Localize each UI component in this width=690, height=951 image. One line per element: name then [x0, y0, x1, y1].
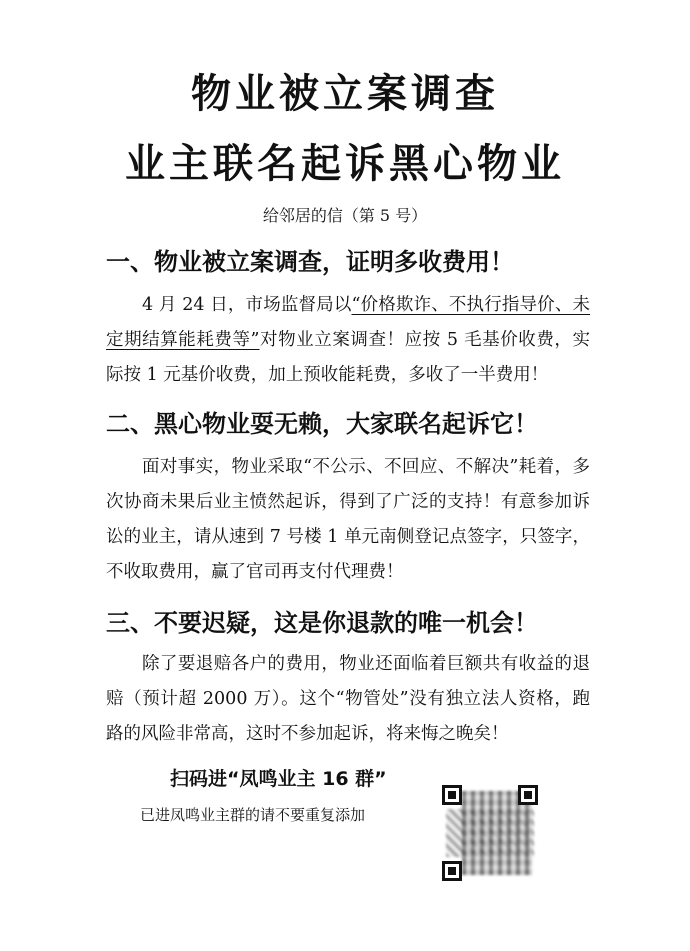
qr-code-icon: [440, 783, 540, 883]
section-3-heading: 三、不要迟疑，这是你退款的唯一机会！: [106, 609, 538, 637]
qr-finder-top-right: [518, 785, 538, 805]
title-line-1: 物业被立案调查: [191, 71, 499, 117]
letter-subtitle: 给邻居的信（第 5 号）: [262, 206, 428, 225]
section-3-paragraph: 除了要退赔各户的费用，物业还面临着巨额共有收益的退赔（预计超 2000 万）。这个“物管处”没有独立法人资格，跑路的风险非常高，这时不参加起诉，将来悔之晚矣！: [106, 654, 590, 744]
section-1-text-after: 对物业立案调查！应按 5 毛基价收费，实际按 1 元基价收费，加上预收能耗费，多收了一半费用！: [106, 330, 590, 385]
scan-instruction: 扫码进“凤鸣业主 16 群”: [170, 768, 387, 790]
section-2-heading: 二、黑心物业耍无赖，大家联名起诉它！: [106, 410, 538, 438]
section-1-heading: 一、物业被立案调查，证明多收费用！: [106, 248, 514, 276]
section-1-paragraph: [106, 288, 590, 393]
duplicate-join-note: 已进凤鸣业主群的请不要重复添加: [140, 806, 366, 824]
qr-finder-bottom-left: [442, 861, 462, 881]
qr-finder-top-left: [442, 785, 462, 805]
section-2-paragraph: 面对事实，物业采取“不公示、不回应、不解决”耗着，多次协商未果后业主愤然起诉，得到了广泛的支持！有意参加诉讼的业主，请从速到 7 号楼 1 单元南侧登记点签字，只签字，不收取费用，赢了官司再支付代理费！: [106, 457, 590, 582]
section-1-text-before: 4 月 24 日，市场监督局以: [142, 295, 352, 315]
title-line-2: 业主联名起诉黑心物业: [125, 141, 565, 187]
section-1-underlined-charges: “价格欺诈、不执行指导价、未定期结算能耗费等”: [106, 295, 591, 350]
